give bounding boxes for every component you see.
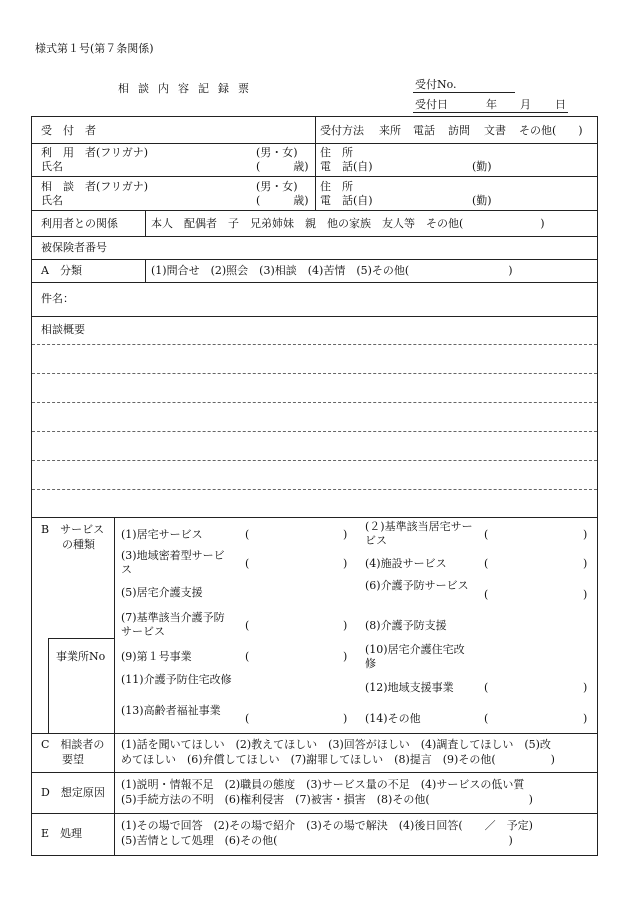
user-work-phone-label: (勤) xyxy=(472,160,492,173)
user-age[interactable]: ( 歳) xyxy=(256,160,309,173)
service-13-close-paren: ) xyxy=(343,712,348,725)
request-options-line2[interactable]: めてほしい (6)弁償してほしい (7)謝罪してほしい (8)提言 (9)その他( ) xyxy=(121,753,555,766)
consulter-name-label: 氏名 xyxy=(41,194,63,207)
receive-method-option-phone[interactable]: 電話 xyxy=(413,124,435,137)
service-9-open-paren: ( xyxy=(245,650,250,663)
service-item-1[interactable]: (1)居宅サービス xyxy=(121,528,203,541)
receipt-date-day: 日 xyxy=(555,98,566,111)
relation-options[interactable]: 本人 配偶者 子 兄弟姉妹 親 他の家族 友人等 その他( ) xyxy=(151,217,545,230)
service-label-line1: B サービス xyxy=(41,523,105,536)
service-item-2[interactable]: (２)基準該当居宅サービス xyxy=(365,520,473,547)
service-label-line2: の種類 xyxy=(62,538,95,551)
service-item-9[interactable]: (9)第１号事業 xyxy=(121,650,192,663)
cause-options-line2[interactable]: (5)手続方法の不明 (6)権利侵害 (7)被害・損害 (8)その他( ) xyxy=(121,793,533,806)
insured-number-label: 被保険者番号 xyxy=(41,241,107,254)
office-number-label: 事業所No xyxy=(56,650,106,663)
consulter-kana-label: 相 談 者(フリガナ) xyxy=(41,180,149,193)
subject-label: 件名： xyxy=(41,292,74,305)
receipt-no-underline xyxy=(413,92,515,93)
service-4-close-paren: ) xyxy=(583,557,588,570)
receipt-date-label: 受付日 xyxy=(415,98,448,111)
classification-label: A 分類 xyxy=(41,264,82,277)
handling-label: E 処理 xyxy=(41,827,83,840)
service-item-10[interactable]: (10)居宅介護住宅改修 xyxy=(365,643,465,670)
user-phone-label: 電 話(自) xyxy=(320,160,373,173)
consulter-age[interactable]: ( 歳) xyxy=(256,194,309,207)
relation-label: 利用者との関係 xyxy=(41,217,118,230)
handling-options-line1[interactable]: (1)その場で回答 (2)その場で紹介 (3)その場で解決 (4)後日回答( ／ 予定) xyxy=(121,819,533,832)
user-name-label: 氏名 xyxy=(41,160,63,173)
service-6-open-paren: ( xyxy=(484,588,489,601)
service-12-close-paren: ) xyxy=(583,681,588,694)
receive-method-option-other[interactable]: その他( ) xyxy=(519,124,583,137)
receipt-date-year: 年 xyxy=(486,98,497,111)
summary-label: 相談概要 xyxy=(41,323,85,336)
service-9-close-paren: ) xyxy=(343,650,348,663)
handling-options-line2[interactable]: (5)苦情として処理 (6)その他( ) xyxy=(121,834,513,847)
service-14-open-paren: ( xyxy=(484,712,489,725)
service-4-open-paren: ( xyxy=(484,557,489,570)
consulter-address-label: 住 所 xyxy=(320,180,353,193)
service-1-open-paren: ( xyxy=(245,528,250,541)
service-1-close-paren: ) xyxy=(343,528,348,541)
user-address-label: 住 所 xyxy=(320,146,353,159)
service-item-4[interactable]: (4)施設サービス xyxy=(365,557,447,570)
service-14-close-paren: ) xyxy=(583,712,588,725)
service-item-6[interactable]: (6)介護予防サービス xyxy=(365,579,469,592)
consulter-work-phone-label: (勤) xyxy=(472,194,492,207)
request-label-line1: C 相談者の xyxy=(41,738,105,751)
page-title: 相談内容記録票 xyxy=(118,82,258,95)
request-options-line1[interactable]: (1)話を聞いてほしい (2)教えてほしい (3)回答がほしい (4)調査してほしい (5)改 xyxy=(121,738,551,751)
consulter-phone-label: 電 話(自) xyxy=(320,194,373,207)
service-item-11[interactable]: (11)介護予防住宅改修 xyxy=(121,673,232,686)
service-item-8[interactable]: (8)介護予防支援 xyxy=(365,619,447,632)
receipt-date-underline xyxy=(413,112,568,113)
service-item-12[interactable]: (12)地域支援事業 xyxy=(365,681,454,694)
service-7-open-paren: ( xyxy=(245,619,250,632)
receive-method-option-document[interactable]: 文書 xyxy=(484,124,506,137)
receipt-no-label: 受付No. xyxy=(415,78,457,91)
service-item-5[interactable]: (5)居宅介護支援 xyxy=(121,586,203,599)
service-13-open-paren: ( xyxy=(245,712,250,725)
service-2-close-paren: ) xyxy=(583,528,588,541)
service-3-close-paren: ) xyxy=(343,557,348,570)
receive-method-label: 受付方法 xyxy=(320,124,364,137)
cause-options-line1[interactable]: (1)説明・情報不足 (2)職員の態度 (3)サービス量の不足 (4)サービスの低い質 xyxy=(121,778,525,791)
service-3-open-paren: ( xyxy=(245,557,250,570)
classification-options[interactable]: (1)問合せ (2)照会 (3)相談 (4)苦情 (5)その他( ) xyxy=(151,264,513,277)
consulter-gender[interactable]: (男・女) xyxy=(256,180,298,193)
service-12-open-paren: ( xyxy=(484,681,489,694)
service-item-3[interactable]: (3)地域密着型サービス xyxy=(121,549,225,576)
request-label-line2: 要望 xyxy=(62,753,84,766)
receive-method-option-visit[interactable]: 来所 xyxy=(379,124,401,137)
service-7-close-paren: ) xyxy=(343,619,348,632)
cause-label: D 想定原因 xyxy=(41,786,105,799)
service-item-7[interactable]: (7)基準該当介護予防サービス xyxy=(121,611,225,638)
service-item-13[interactable]: (13)高齢者福祉事業 xyxy=(121,704,221,717)
service-6-close-paren: ) xyxy=(583,588,588,601)
receiver-label: 受 付 者 xyxy=(41,124,96,137)
form-number: 様式第１号(第７条関係) xyxy=(35,42,154,55)
receive-method-option-home-visit[interactable]: 訪問 xyxy=(448,124,470,137)
user-gender[interactable]: (男・女) xyxy=(256,146,298,159)
service-item-14[interactable]: (14)その他 xyxy=(365,712,421,725)
user-kana-label: 利 用 者(フリガナ) xyxy=(41,146,149,159)
receipt-date-month: 月 xyxy=(520,98,531,111)
service-2-open-paren: ( xyxy=(484,528,489,541)
